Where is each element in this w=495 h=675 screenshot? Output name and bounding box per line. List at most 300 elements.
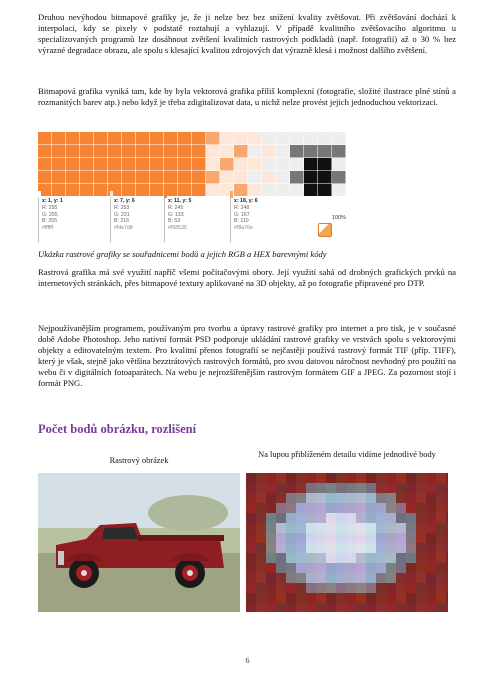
mosaic-pixel xyxy=(366,573,376,583)
mosaic-pixel xyxy=(336,473,346,483)
mosaic-pixel xyxy=(396,493,406,503)
mosaic-pixel xyxy=(316,513,326,523)
mosaic-pixel xyxy=(246,483,256,493)
pixel-cell xyxy=(122,132,136,145)
mosaic-pixel xyxy=(376,523,386,533)
paragraph-photoshop: Nejpoužívanějším programem, používaným pro tvorbu a úpravy rastrové grafiky pro internet a pro tisk, je v současné době Adobe Photoshop. Jeho nativní formát PSD podporuje ukládání rastrové grafiky ve vrstvách spolu s vektorovými objekty a editovatelným textem. Pro kvalitní přenos fotografií se nejčastěji používá rastrový formát TIF (příp. TIFF), který je však, stejně jako většina bezztrátových rastrových formátů, pro svou datovou náročnost nevhodný pro použití na webu či v digitálních fotoaparátech. Na webu je nejrozšířenějším rastrovým formátem GIF a JPEG. Za pozornost stojí i formát PNG. xyxy=(38,323,456,389)
mosaic-pixel xyxy=(436,553,446,563)
mosaic-pixel xyxy=(246,563,256,573)
mosaic-pixel xyxy=(336,573,346,583)
mosaic-pixel xyxy=(256,593,266,603)
readout-r: R: 253 xyxy=(114,204,130,211)
mosaic-pixel xyxy=(446,553,448,563)
mosaic-pixel xyxy=(446,493,448,503)
mosaic-pixel xyxy=(406,533,416,543)
mosaic-pixel xyxy=(396,523,406,533)
mosaic-pixel xyxy=(436,513,446,523)
mosaic-pixel xyxy=(246,493,256,503)
mosaic-pixel xyxy=(426,483,436,493)
mosaic-pixel xyxy=(426,603,436,612)
mosaic-pixel xyxy=(406,493,416,503)
mosaic-pixel xyxy=(326,603,336,612)
mosaic-pixel xyxy=(446,543,448,553)
mosaic-pixel xyxy=(406,593,416,603)
pixel-cell xyxy=(332,158,346,171)
mosaic-pixel xyxy=(316,473,326,483)
mosaic-pixel xyxy=(386,513,396,523)
mosaic-pixel xyxy=(346,483,356,493)
mosaic-pixel xyxy=(396,543,406,553)
mosaic-pixel xyxy=(256,553,266,563)
mosaic-pixel xyxy=(326,593,336,603)
pixel-cell xyxy=(206,184,220,196)
readout-g: G: 133 xyxy=(168,211,184,218)
mosaic-pixel xyxy=(426,593,436,603)
mosaic-pixel xyxy=(326,493,336,503)
mosaic-pixel xyxy=(356,573,366,583)
readout-r: R: 245 xyxy=(168,204,184,211)
pixel-mosaic xyxy=(246,473,448,612)
mosaic-pixel xyxy=(406,603,416,612)
pixel-cell xyxy=(332,171,346,184)
mosaic-pixel xyxy=(346,553,356,563)
pixel-cell xyxy=(94,145,108,158)
mosaic-pixel xyxy=(296,593,306,603)
mosaic-pixel xyxy=(406,513,416,523)
mosaic-pixel xyxy=(316,523,326,533)
mosaic-pixel xyxy=(366,543,376,553)
mosaic-pixel xyxy=(246,533,256,543)
pixel-cell xyxy=(108,171,122,184)
pixel-cell xyxy=(332,184,346,196)
pixel-cell xyxy=(38,171,52,184)
readout-r: R: 248 xyxy=(234,204,250,211)
pixel-cell xyxy=(318,158,332,171)
pixel-cell xyxy=(192,158,206,171)
mosaic-pixel xyxy=(266,563,276,573)
pixel-cell xyxy=(94,158,108,171)
mosaic-pixel xyxy=(256,573,266,583)
mosaic-pixel xyxy=(386,573,396,583)
readout-hex: #ffffff xyxy=(42,225,54,232)
mosaic-pixel xyxy=(286,523,296,533)
mosaic-pixel xyxy=(346,503,356,513)
mosaic-pixel xyxy=(256,483,266,493)
mosaic-pixel xyxy=(396,593,406,603)
pixel-cell xyxy=(262,158,276,171)
mosaic-pixel xyxy=(326,513,336,523)
mosaic-pixel xyxy=(366,603,376,612)
mosaic-pixel xyxy=(306,563,316,573)
pixel-cell xyxy=(332,132,346,145)
pixel-cell xyxy=(52,158,66,171)
mosaic-pixel xyxy=(366,513,376,523)
mosaic-pixel xyxy=(436,523,446,533)
readout-coord: x: 7, y: 6 xyxy=(114,198,135,204)
pixel-cell xyxy=(304,158,318,171)
pixel-readout xyxy=(230,198,302,242)
mosaic-pixel xyxy=(266,573,276,583)
mosaic-pixel xyxy=(396,483,406,493)
mosaic-pixel xyxy=(266,503,276,513)
mosaic-pixel xyxy=(436,503,446,513)
mosaic-pixel xyxy=(406,563,416,573)
mosaic-pixel xyxy=(416,593,426,603)
mosaic-pixel xyxy=(426,553,436,563)
mosaic-pixel xyxy=(406,473,416,483)
mosaic-pixel xyxy=(426,473,436,483)
pixel-cell xyxy=(220,132,234,145)
mosaic-pixel xyxy=(326,573,336,583)
zoomed-detail-photo xyxy=(246,473,448,612)
mosaic-pixel xyxy=(356,483,366,493)
mosaic-pixel xyxy=(266,523,276,533)
readout-hex: #f8a76e xyxy=(234,225,253,232)
pixel-cell xyxy=(220,145,234,158)
mosaic-pixel xyxy=(446,473,448,483)
pixel-cell xyxy=(332,145,346,158)
readout-swatch xyxy=(38,191,41,198)
mosaic-pixel xyxy=(346,563,356,573)
mosaic-pixel xyxy=(296,553,306,563)
mosaic-pixel xyxy=(436,493,446,503)
raster-image-label: Rastrový obrázek xyxy=(109,456,169,465)
mosaic-pixel xyxy=(336,503,346,513)
mosaic-pixel xyxy=(286,553,296,563)
pixel-cell xyxy=(234,158,248,171)
mosaic-pixel xyxy=(336,563,346,573)
mosaic-pixel xyxy=(396,563,406,573)
mosaic-pixel xyxy=(406,573,416,583)
mosaic-pixel xyxy=(346,473,356,483)
pixel-cell xyxy=(290,145,304,158)
mosaic-pixel xyxy=(436,543,446,553)
mosaic-pixel xyxy=(296,513,306,523)
mosaic-pixel xyxy=(396,553,406,563)
mosaic-pixel xyxy=(386,533,396,543)
pixel-cell xyxy=(248,171,262,184)
mosaic-pixel xyxy=(446,523,448,533)
mosaic-pixel xyxy=(416,473,426,483)
pixel-cell xyxy=(94,184,108,196)
mosaic-pixel xyxy=(436,593,446,603)
readout-coord: x: 11, y: 5 xyxy=(168,198,192,204)
readout-coord: x: 1, y: 1 xyxy=(42,198,63,204)
figure-caption: Ukázka rastrové grafiky se souřadnicemi bodů a jejich RGB a HEX barevnými kódy xyxy=(38,249,327,259)
pixel-cell xyxy=(318,171,332,184)
mosaic-pixel xyxy=(366,503,376,513)
mosaic-pixel xyxy=(416,483,426,493)
pixel-cell xyxy=(178,132,192,145)
mosaic-pixel xyxy=(296,533,306,543)
mosaic-pixel xyxy=(286,473,296,483)
mosaic-pixel xyxy=(296,543,306,553)
mosaic-pixel xyxy=(316,483,326,493)
pixel-readout xyxy=(38,198,110,242)
pixel-cell xyxy=(122,184,136,196)
pixel-cell xyxy=(192,171,206,184)
mosaic-pixel xyxy=(276,513,286,523)
pixel-cell xyxy=(52,171,66,184)
mosaic-pixel xyxy=(306,553,316,563)
mosaic-pixel xyxy=(276,603,286,612)
mosaic-pixel xyxy=(356,543,366,553)
mosaic-pixel xyxy=(356,553,366,563)
mosaic-pixel xyxy=(426,503,436,513)
mosaic-pixel xyxy=(406,543,416,553)
pixel-cell xyxy=(164,158,178,171)
mosaic-pixel xyxy=(406,503,416,513)
mosaic-pixel xyxy=(246,523,256,533)
mosaic-pixel xyxy=(386,583,396,593)
section-heading: Počet bodů obrázku, rozlišení xyxy=(38,422,197,436)
mosaic-pixel xyxy=(256,533,266,543)
readout-r: R: 255 xyxy=(42,204,58,211)
mosaic-pixel xyxy=(266,473,276,483)
mosaic-pixel xyxy=(296,503,306,513)
pixel-cell xyxy=(248,158,262,171)
mosaic-pixel xyxy=(436,603,446,612)
mosaic-pixel xyxy=(426,573,436,583)
pixel-cell xyxy=(108,132,122,145)
pixel-cell xyxy=(262,145,276,158)
mosaic-pixel xyxy=(246,573,256,583)
mosaic-pixel xyxy=(436,573,446,583)
pixel-readout xyxy=(164,198,236,242)
pixel-cell xyxy=(262,184,276,196)
mosaic-pixel xyxy=(276,543,286,553)
pixel-cell xyxy=(38,132,52,145)
pixel-cell xyxy=(122,145,136,158)
mosaic-pixel xyxy=(406,523,416,533)
paragraph-bitmap-use: Bitmapová grafika vyniká tam, kde by byla vektorová grafika příliš komplexní (fotografie, složité ilustrace plné stínů a rozmanitých barev atp.) nebo když je třeba zdigitalizovat data, u nichž nelze provést jejich jednoduchou vektorizaci. xyxy=(38,86,456,108)
readout-b: B: 255 xyxy=(42,218,57,225)
mosaic-pixel xyxy=(436,563,446,573)
mosaic-pixel xyxy=(356,583,366,593)
pixel-cell xyxy=(38,145,52,158)
mosaic-pixel xyxy=(296,483,306,493)
mosaic-pixel xyxy=(296,523,306,533)
pixel-cell xyxy=(178,158,192,171)
page-number: 6 xyxy=(245,655,250,665)
mosaic-pixel xyxy=(366,553,376,563)
pixel-cell xyxy=(94,132,108,145)
mosaic-pixel xyxy=(376,503,386,513)
mosaic-pixel xyxy=(346,583,356,593)
mosaic-pixel xyxy=(306,573,316,583)
mosaic-pixel xyxy=(346,603,356,612)
mosaic-pixel xyxy=(446,593,448,603)
mosaic-pixel xyxy=(276,503,286,513)
pixel-cell xyxy=(66,145,80,158)
pixel-cell xyxy=(136,132,150,145)
mosaic-pixel xyxy=(336,553,346,563)
mosaic-pixel xyxy=(386,563,396,573)
mosaic-pixel xyxy=(306,493,316,503)
mosaic-pixel xyxy=(446,533,448,543)
pixel-cell xyxy=(150,145,164,158)
mosaic-pixel xyxy=(436,533,446,543)
mosaic-pixel xyxy=(326,473,336,483)
readout-swatch xyxy=(164,191,167,198)
mosaic-pixel xyxy=(266,493,276,503)
mosaic-pixel xyxy=(306,543,316,553)
mosaic-pixel xyxy=(346,543,356,553)
mosaic-pixel xyxy=(416,583,426,593)
mosaic-pixel xyxy=(446,603,448,612)
truck-photo xyxy=(38,473,240,612)
paragraph-raster-use: Rastrová grafika má své využití napříč všemi počítačovými obory. Její využití sahá od drobných grafických prvků na internetových stránkách, přes bitmapové textury aplikované na 3D objekty, až po fotografie připravené pro DTP. xyxy=(38,267,456,289)
mosaic-pixel xyxy=(336,483,346,493)
mosaic-pixel xyxy=(416,603,426,612)
pixel-cell xyxy=(304,184,318,196)
pixel-cell xyxy=(220,158,234,171)
pixel-cell xyxy=(206,145,220,158)
pixel-cell xyxy=(234,132,248,145)
pixel-cell xyxy=(248,132,262,145)
mosaic-pixel xyxy=(346,593,356,603)
mosaic-pixel xyxy=(386,603,396,612)
mosaic-pixel xyxy=(316,543,326,553)
pixel-cell xyxy=(66,132,80,145)
mosaic-pixel xyxy=(246,583,256,593)
mosaic-pixel xyxy=(356,513,366,523)
readout-swatch xyxy=(110,191,113,198)
pixel-cell xyxy=(304,145,318,158)
mosaic-pixel xyxy=(376,473,386,483)
mosaic-pixel xyxy=(316,493,326,503)
readout-hex: #fde7d8 xyxy=(114,225,133,232)
mosaic-pixel xyxy=(396,533,406,543)
pixel-cell xyxy=(192,184,206,196)
mosaic-pixel xyxy=(416,543,426,553)
pixel-cell xyxy=(66,171,80,184)
pixel-cell xyxy=(206,132,220,145)
mosaic-pixel xyxy=(336,533,346,543)
mosaic-pixel xyxy=(306,513,316,523)
mosaic-pixel xyxy=(316,603,326,612)
pixel-cell xyxy=(66,184,80,196)
pixel-cell xyxy=(290,171,304,184)
mosaic-pixel xyxy=(426,523,436,533)
mosaic-pixel xyxy=(356,563,366,573)
mosaic-pixel xyxy=(426,493,436,503)
mosaic-pixel xyxy=(316,563,326,573)
pixel-cell xyxy=(178,145,192,158)
pixel-cell xyxy=(136,145,150,158)
mosaic-pixel xyxy=(296,573,306,583)
mosaic-pixel xyxy=(426,563,436,573)
pixel-cell xyxy=(248,145,262,158)
mosaic-pixel xyxy=(376,543,386,553)
mosaic-pixel xyxy=(376,553,386,563)
mosaic-pixel xyxy=(356,473,366,483)
pixel-grid xyxy=(38,132,346,196)
mosaic-pixel xyxy=(266,533,276,543)
mosaic-pixel xyxy=(306,593,316,603)
mosaic-pixel xyxy=(306,603,316,612)
mosaic-pixel xyxy=(286,563,296,573)
mosaic-pixel xyxy=(316,553,326,563)
mosaic-pixel xyxy=(256,473,266,483)
mosaic-pixel xyxy=(346,523,356,533)
pixel-cell xyxy=(178,171,192,184)
mosaic-pixel xyxy=(296,563,306,573)
mosaic-pixel xyxy=(426,513,436,523)
mosaic-pixel xyxy=(326,523,336,533)
pixel-cell xyxy=(192,132,206,145)
mosaic-pixel xyxy=(416,573,426,583)
pixel-cell xyxy=(150,171,164,184)
mosaic-pixel xyxy=(246,553,256,563)
mosaic-pixel xyxy=(416,533,426,543)
readout-g: G: 255 xyxy=(42,211,58,218)
pixel-cell xyxy=(290,132,304,145)
pixel-cell xyxy=(164,171,178,184)
pixel-cell xyxy=(318,132,332,145)
pixel-cell xyxy=(234,171,248,184)
mosaic-pixel xyxy=(356,533,366,543)
pixel-cell xyxy=(80,171,94,184)
mosaic-pixel xyxy=(336,513,346,523)
pixel-cell xyxy=(248,184,262,196)
mosaic-pixel xyxy=(286,593,296,603)
pixel-cell xyxy=(136,184,150,196)
mosaic-pixel xyxy=(276,493,286,503)
readout-hex: #f58535 xyxy=(168,225,187,232)
mosaic-pixel xyxy=(326,563,336,573)
mosaic-pixel xyxy=(366,583,376,593)
pixel-cell xyxy=(290,184,304,196)
mosaic-pixel xyxy=(326,533,336,543)
mosaic-pixel xyxy=(256,513,266,523)
mosaic-pixel xyxy=(306,483,316,493)
mosaic-pixel xyxy=(276,573,286,583)
truck-illustration xyxy=(38,473,240,612)
mosaic-pixel xyxy=(286,573,296,583)
mosaic-pixel xyxy=(396,473,406,483)
mosaic-pixel xyxy=(446,513,448,523)
mosaic-pixel xyxy=(286,513,296,523)
mosaic-pixel xyxy=(336,603,346,612)
mosaic-pixel xyxy=(276,483,286,493)
mosaic-pixel xyxy=(306,523,316,533)
mosaic-pixel xyxy=(246,503,256,513)
mosaic-pixel xyxy=(266,483,276,493)
pixel-cell xyxy=(220,171,234,184)
pixel-cell xyxy=(276,171,290,184)
pixel-cell xyxy=(150,158,164,171)
mosaic-pixel xyxy=(386,553,396,563)
readout-coord: x: 18, y: 6 xyxy=(234,198,258,204)
mosaic-pixel xyxy=(386,493,396,503)
mosaic-pixel xyxy=(376,513,386,523)
pixel-cell xyxy=(66,158,80,171)
mosaic-pixel xyxy=(326,503,336,513)
mosaic-pixel xyxy=(256,563,266,573)
pixel-cell xyxy=(276,158,290,171)
mosaic-pixel xyxy=(376,563,386,573)
mosaic-pixel xyxy=(316,503,326,513)
mosaic-pixel xyxy=(336,543,346,553)
pixel-cell xyxy=(206,158,220,171)
pixel-cell xyxy=(80,158,94,171)
pixel-cell xyxy=(276,184,290,196)
pixel-cell xyxy=(164,132,178,145)
mosaic-pixel xyxy=(376,593,386,603)
mosaic-pixel xyxy=(396,513,406,523)
mosaic-pixel xyxy=(276,533,286,543)
